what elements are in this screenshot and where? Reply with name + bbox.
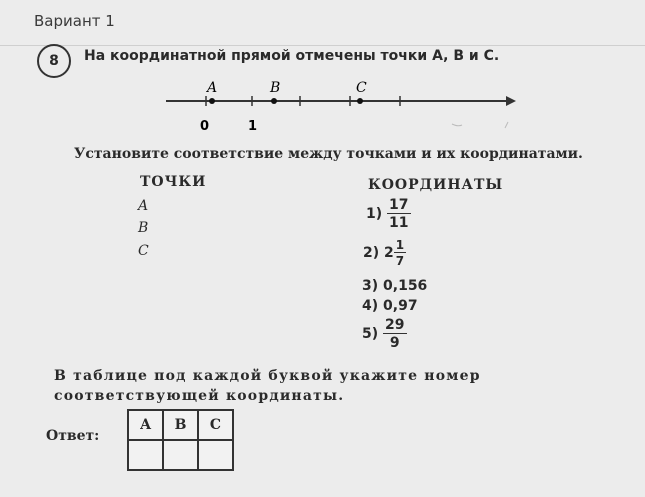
tick-label-1: 1 xyxy=(248,119,258,134)
number-line xyxy=(160,78,520,138)
label-b: B xyxy=(270,80,281,96)
footer-instruction: В таблице под каждой буквой укажите номер соответствующей координаты. xyxy=(54,368,481,404)
point-c-dot xyxy=(357,98,363,104)
coord-1 xyxy=(366,198,411,230)
coord-3 xyxy=(362,278,427,294)
point-c: C xyxy=(138,243,149,259)
question-text: На координатной прямой отмечены точки A, B и C. xyxy=(84,48,500,64)
denominator: 11 xyxy=(389,215,409,231)
point-b-dot xyxy=(271,98,277,104)
denominator: 7 xyxy=(395,254,405,268)
label-a: A xyxy=(207,80,218,96)
answer-label: Ответ: xyxy=(46,428,100,444)
answer-header-b: B xyxy=(163,410,198,440)
fraction xyxy=(383,318,406,350)
coord-4 xyxy=(362,298,418,314)
answer-table xyxy=(127,409,234,471)
pencil-mark-2 xyxy=(505,122,508,128)
point-a: A xyxy=(138,198,149,214)
points-header: ТОЧКИ xyxy=(140,174,207,190)
numerator: 17 xyxy=(389,197,409,213)
coord-4-value: 0,97 xyxy=(383,298,418,314)
label-c: C xyxy=(356,80,367,96)
coord-4-num: 4) xyxy=(362,298,379,314)
coord-5-num: 5) xyxy=(362,326,379,342)
answer-cell-c[interactable] xyxy=(198,440,233,470)
denominator: 9 xyxy=(389,335,400,351)
question-number: 8 xyxy=(37,44,71,78)
coord-3-value: 0,156 xyxy=(383,278,428,294)
fraction xyxy=(387,198,410,230)
point-b: B xyxy=(138,220,149,236)
answer-cell-a[interactable] xyxy=(128,440,163,470)
tick-label-0: 0 xyxy=(200,119,210,134)
answer-header-c: C xyxy=(198,410,233,440)
coord-3-num: 3) xyxy=(362,278,379,294)
variant-title: Вариант 1 xyxy=(34,12,115,30)
pencil-mark xyxy=(452,124,462,126)
coords-header: КООРДИНАТЫ xyxy=(368,177,504,193)
answer-cell-b[interactable] xyxy=(163,440,198,470)
answer-header-a: A xyxy=(128,410,163,440)
coord-2-num: 2) xyxy=(363,245,380,261)
coord-1-num: 1) xyxy=(366,206,383,222)
divider xyxy=(0,45,645,46)
arrow-head xyxy=(506,96,516,106)
point-a-dot xyxy=(209,98,215,104)
whole-part: 2 xyxy=(384,245,394,261)
answer-input-row xyxy=(128,440,233,470)
instruction: Установите соответствие между точками и их координатами. xyxy=(74,146,583,162)
answer-header-row xyxy=(128,410,233,440)
numerator: 1 xyxy=(395,238,405,252)
coord-5 xyxy=(362,318,407,350)
numerator: 29 xyxy=(385,317,405,333)
fraction xyxy=(394,239,406,267)
coord-2 xyxy=(363,239,406,267)
